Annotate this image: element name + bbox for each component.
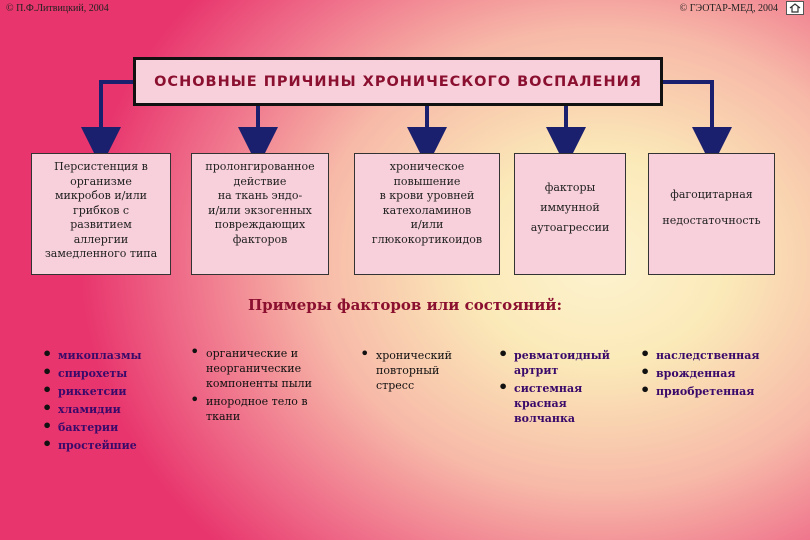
example-item: • органические и неорганические компоненты пыли bbox=[190, 346, 340, 391]
cause-persistence: Персистенция в организме микробов и/или грибков с развитием аллергии замедленного типа bbox=[31, 153, 171, 275]
example-item: • врожденная bbox=[640, 366, 780, 381]
examples-list-1 bbox=[42, 348, 182, 456]
examples-list-2 bbox=[190, 346, 340, 427]
examples-list-5 bbox=[640, 348, 780, 402]
example-item: • риккетсии bbox=[42, 384, 182, 399]
example-item: • простейшие bbox=[42, 438, 182, 453]
home-nav-icon[interactable] bbox=[786, 1, 804, 15]
cause-hormone-elevation: хроническое повышение в крови уровней катехоламинов и/или глюкокортикоидов bbox=[354, 153, 500, 275]
arrow-to-cause-1 bbox=[101, 82, 133, 147]
main-title: ОСНОВНЫЕ ПРИЧИНЫ ХРОНИЧЕСКОГО ВОСПАЛЕНИЯ bbox=[133, 57, 663, 106]
copyright-publisher: © ГЭОТАР-МЕД, 2004 bbox=[679, 3, 778, 14]
cause-phagocytic-insufficiency: фагоцитарная недостаточность bbox=[648, 153, 775, 275]
example-item: • хламидии bbox=[42, 402, 182, 417]
example-item: • инородное тело в ткани bbox=[190, 394, 340, 424]
example-item: • наследственная bbox=[640, 348, 780, 363]
example-item: • бактерии bbox=[42, 420, 182, 435]
examples-list-4 bbox=[498, 348, 618, 429]
cause-prolonged-action: пролонгированное действие на ткань эндо- и/или экзогенных повреждающих факторов bbox=[191, 153, 329, 275]
cause-autoaggression: факторы иммунной аутоагрессии bbox=[514, 153, 626, 275]
example-item: • приобретенная bbox=[640, 384, 780, 399]
example-item: • системная красная волчанка bbox=[498, 381, 618, 426]
examples-title: Примеры факторов или состояний: bbox=[247, 296, 563, 314]
example-item: • ревматоидный артрит bbox=[498, 348, 618, 378]
example-item: • хронический повторный стресс bbox=[360, 348, 480, 393]
copyright-author: © П.Ф.Литвицкий, 2004 bbox=[6, 3, 109, 14]
example-item: • микоплазмы bbox=[42, 348, 182, 363]
arrow-to-cause-5 bbox=[663, 82, 712, 147]
examples-list-3 bbox=[360, 348, 480, 396]
example-item: • спирохеты bbox=[42, 366, 182, 381]
